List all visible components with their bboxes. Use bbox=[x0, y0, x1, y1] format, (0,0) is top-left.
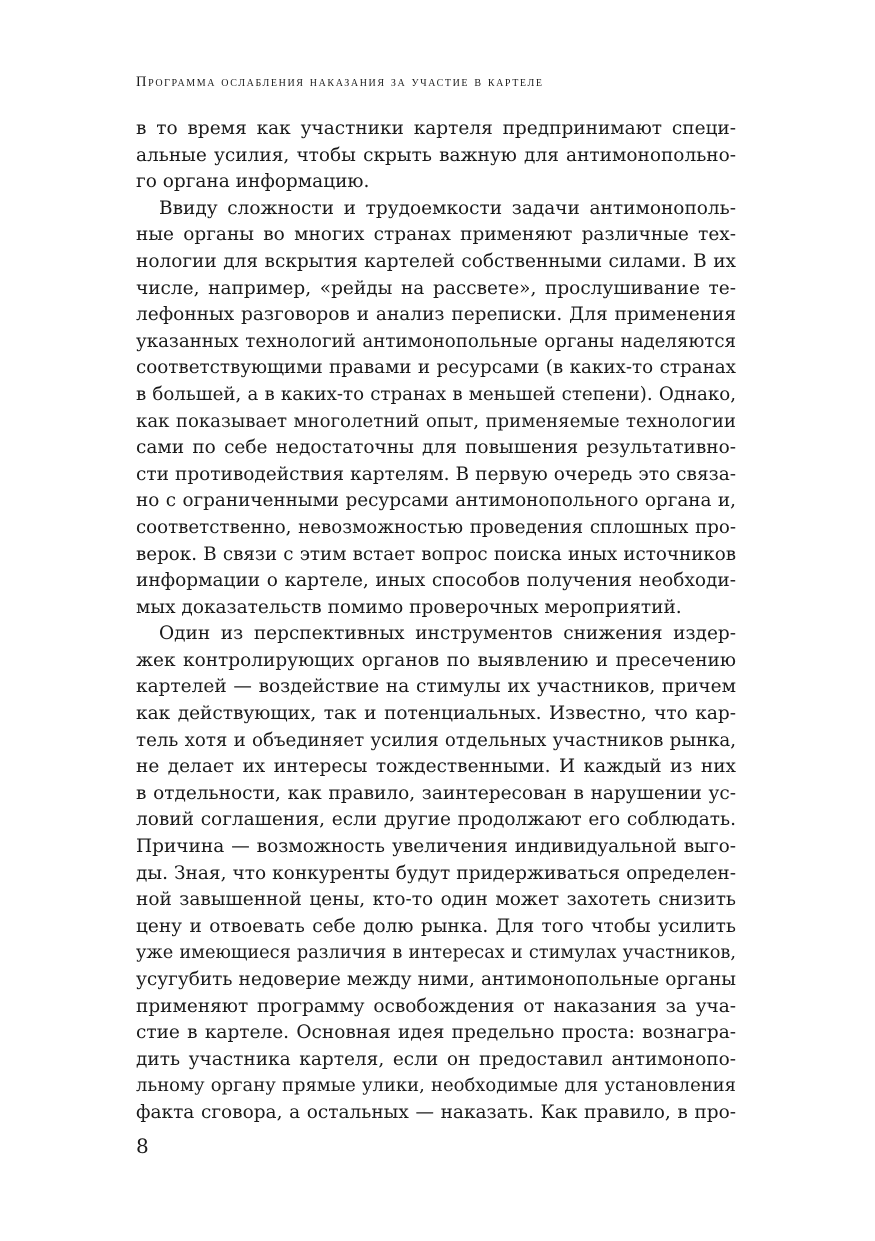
text-line: альные усилия, чтобы скрыть важную для антимонопольно- bbox=[136, 144, 736, 166]
text-line: Причина — возможность увеличения индивидуальной выго- bbox=[136, 836, 736, 858]
text-line: мых доказательств помимо проверочных мероприятий. bbox=[136, 596, 682, 618]
text-line: жек контролирующих органов по выявлению и пресечению bbox=[136, 649, 736, 671]
text-line: не делает их интересы тождественными. И каждый из них bbox=[136, 756, 736, 778]
text-line: усугубить недоверие между ними, антимонопольные органы bbox=[136, 969, 736, 990]
text-line: ной завышенной цены, кто-то один может захотеть снизить bbox=[136, 889, 736, 911]
text-line: применяют программу освобождения от наказания за уча- bbox=[136, 995, 736, 1017]
text-line: в то время как участники картеля предпринимают специ- bbox=[136, 118, 736, 139]
text-line: нологии для вскрытия картелей собственными силами. В их bbox=[136, 250, 736, 272]
text-line: факта сговора, а остальных — наказать. Как правило, в про- bbox=[136, 1101, 736, 1123]
text-line: цену и отвоевать себе долю рынка. Для того чтобы усилить bbox=[136, 915, 736, 937]
text-line: в отдельности, как правило, заинтересован в нарушении ус- bbox=[136, 782, 736, 804]
text-line: лефонных разговоров и анализ переписки. Для применения bbox=[136, 304, 736, 326]
text-line: Один из перспективных инструментов снижения издер- bbox=[159, 623, 736, 645]
running-head: Программа ослабления наказания за участие в картеле bbox=[136, 74, 544, 90]
text-line: информации о картеле, иных способов получения необходи- bbox=[136, 570, 736, 592]
text-line: Ввиду сложности и трудоемкости задачи антимонополь- bbox=[159, 197, 736, 219]
page-number: 8 bbox=[136, 1134, 149, 1158]
text-line: числе, например, «рейды на рассвете», прослушивание те- bbox=[136, 277, 736, 299]
text-line: стие в картеле. Основная идея предельно проста: вознагра- bbox=[136, 1022, 736, 1044]
text-line: ловий соглашения, если другие продолжают его соблюдать. bbox=[136, 809, 736, 831]
text-line: сти противодействия картелям. В первую очередь это связа- bbox=[136, 463, 736, 485]
text-line: уже имеющиеся различия в интересах и стимулах участников, bbox=[136, 943, 736, 964]
text-line: ные органы во многих странах применяют различные тех- bbox=[136, 224, 736, 246]
body-text bbox=[136, 116, 736, 1127]
text-line: соответственно, невозможностью проведения сплошных про- bbox=[136, 516, 736, 538]
text-line: го органа информацию. bbox=[136, 171, 370, 193]
text-line: льному органу прямые улики, необходимые для установления bbox=[136, 1075, 736, 1097]
text-line: указанных технологий антимонопольные органы наделяются bbox=[136, 330, 736, 352]
text-line: ды. Зная, что конкуренты будут придерживаться определен- bbox=[136, 862, 736, 884]
text-line: дить участника картеля, если он предоставил антимонопо- bbox=[136, 1048, 736, 1070]
text-line: но с ограниченными ресурсами антимонопольного органа и, bbox=[136, 490, 736, 512]
text-line: картелей — воздействие на стимулы их участников, причем bbox=[136, 676, 736, 698]
text-line: как показывает многолетний опыт, применяемые технологии bbox=[136, 410, 736, 432]
text-line: соответствующими правами и ресурсами (в каких-то странах bbox=[136, 357, 736, 379]
text-line: сами по себе недостаточны для повышения результативно- bbox=[136, 437, 736, 459]
text-line: верок. В связи с этим встает вопрос поиска иных источников bbox=[136, 543, 736, 565]
text-line: тель хотя и объединяет усилия отдельных участников рынка, bbox=[136, 729, 736, 751]
text-line: как действующих, так и потенциальных. Известно, что кар- bbox=[136, 703, 736, 725]
text-line: в большей, а в каких-то странах в меньшей степени). Однако, bbox=[136, 383, 736, 405]
